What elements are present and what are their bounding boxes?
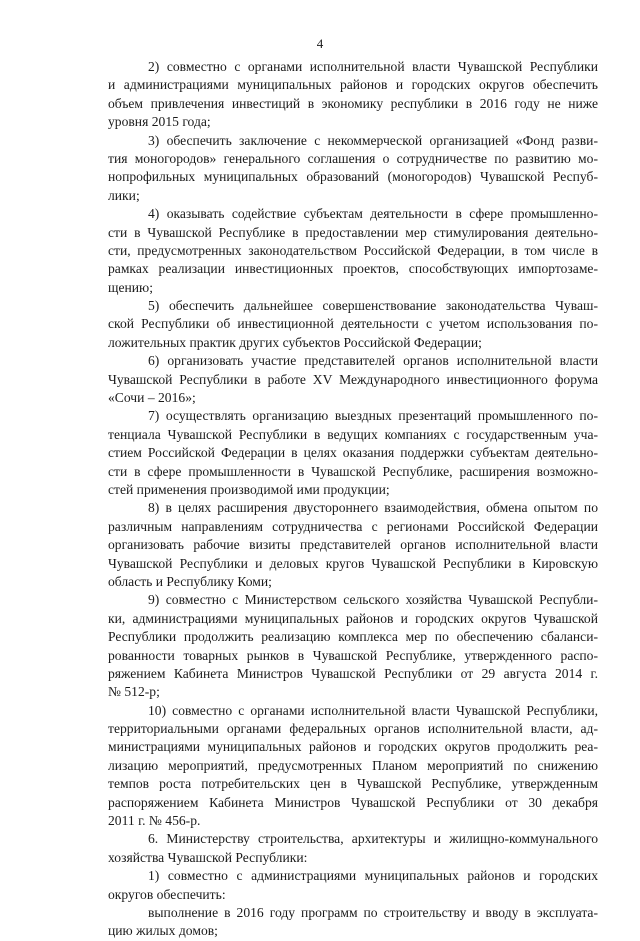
page-number: 4 (316, 36, 324, 51)
text-line: 8) в целях расширения двустороннего взаимодействия, обмена опытом по (148, 500, 598, 516)
text-line: лики; (108, 187, 140, 203)
text-line: территориальными органами федеральных органов исполнительной власти, ад- (108, 721, 598, 737)
text-line: Чувашской Республики и деловых кругов Чувашской Республики в Кировскую (108, 555, 598, 571)
text-line: темпов роста потребительских цен в Чувашской Республике, утвержденным (108, 776, 598, 792)
text-line: различным направлениям сотрудничества с регионами Российской Федерации (108, 518, 598, 534)
text-line: округов обеспечить: (108, 886, 226, 902)
text-line: 9) совместно с Министерством сельского хозяйства Чувашской Республи- (148, 592, 598, 608)
text-line: сти в Чувашской Республике в предоставлении мер стимулирования деятельно- (108, 224, 598, 240)
text-line: область и Республику Коми; (108, 573, 272, 589)
text-line: тенциала Чувашской Республики в ведущих компаниях с государственным уча- (108, 426, 598, 442)
text-line: «Сочи – 2016»; (108, 390, 196, 406)
text-line: щению; (108, 279, 153, 295)
text-line: стием Российской Федерации в целях оказания поддержки субъектам деятельно- (108, 445, 598, 461)
text-line: 10) совместно с органами исполнительной власти Чувашской Республики, (148, 702, 598, 718)
text-line: организовать рабочие визиты представителей органов исполнительной власти (108, 537, 598, 553)
text-line: уровня 2015 года; (108, 114, 211, 130)
text-line: и администрациями муниципальных районов и городских округов обеспечить (108, 77, 598, 93)
text-line: хозяйства Чувашской Республики: (108, 849, 308, 865)
text-line: тия моногородов» генерального соглашения о сотрудничестве по развитию мо- (108, 150, 598, 166)
text-line: № 512-р; (108, 684, 160, 700)
text-line: объем привлечения инвестиций в экономику республики в 2016 году не ниже (108, 95, 598, 111)
text-line: 1) совместно с администрациями муниципальных районов и городских (148, 868, 598, 884)
text-line: 6) организовать участие представителей органов исполнительной власти (148, 353, 598, 369)
text-line: распоряжением Кабинета Министров Чувашской Республики от 30 декабря (108, 794, 598, 810)
text-line: сти, предусмотренных законодательством Российской Федерации, в том числе в (108, 242, 598, 258)
text-line: ки, администрациями муниципальных районов и городских округов Чувашской (108, 610, 598, 626)
text-line: 5) обеспечить дальнейшее совершенствование законодательства Чуваш- (148, 298, 598, 314)
text-line: ской Республики об инвестиционной деятельности с учетом использования по- (108, 316, 598, 332)
text-line: ряжением Кабинета Министров Чувашской Республики от 29 августа 2014 г. (108, 665, 598, 681)
text-line: ложительных практик других субъектов Российской Федерации; (108, 334, 482, 350)
text-line: выполнение в 2016 году программ по строительству и вводу в эксплуата- (148, 904, 598, 920)
text-line: 2011 г. № 456-р. (108, 813, 201, 829)
text-line: Чувашской Республики в работе XV Международного инвестиционного форума (108, 371, 598, 387)
text-line: рамках реализации инвестиционных проектов, способствующих импортозаме- (108, 261, 598, 277)
text-line: Республики продолжить реализацию комплекса мер по обеспечению сбаланси- (108, 629, 598, 645)
text-line: лизацию мероприятий, предусмотренных Планом мероприятий по снижению (108, 757, 598, 773)
text-line: 2) совместно с органами исполнительной власти Чувашской Республики (148, 59, 598, 74)
text-line: цию жилых домов; (108, 923, 218, 939)
document-body (108, 58, 598, 941)
text-line: министрациями муниципальных районов и городских округов продолжить реа- (108, 739, 598, 755)
text-line: сти в сфере промышленности в Чувашской Республике, расширения возможно- (108, 463, 598, 479)
text-line: нопрофильных муниципальных образований (моногородов) Чувашской Респуб- (108, 169, 598, 185)
text-line: 6. Министерству строительства, архитектуры и жилищно-коммунального (148, 831, 598, 847)
text-line: 4) оказывать содействие субъектам деятельности в сфере промышленно- (148, 206, 598, 222)
text-line: стей применения производимой ими продукции; (108, 481, 390, 497)
text-line: рованности товарных рынков в Чувашской Республике, утвержденного распо- (108, 647, 598, 663)
text-line: 7) осуществлять организацию выездных презентаций промышленного по- (148, 408, 598, 424)
text-line: 3) обеспечить заключение с некоммерческой организацией «Фонд разви- (148, 132, 598, 148)
